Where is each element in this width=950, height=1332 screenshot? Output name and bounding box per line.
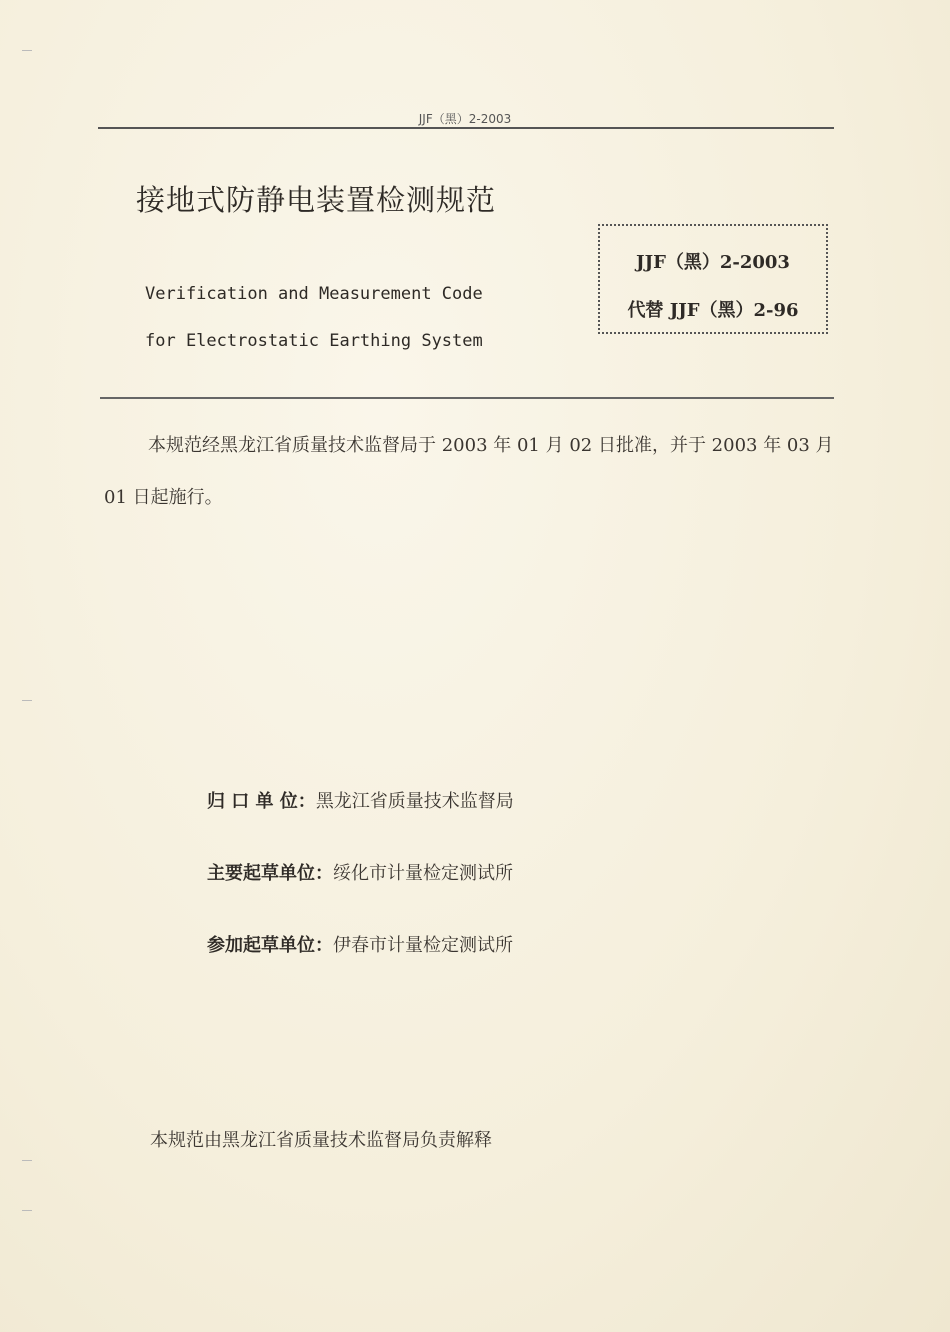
scan-edge-mark [22, 1160, 32, 1161]
main-drafting-unit-value: 绥化市计量检定测试所 [333, 863, 513, 884]
responsible-unit-label: 归 口 单 位： [207, 791, 316, 812]
section-rule [100, 397, 834, 399]
scan-edge-mark [22, 50, 32, 51]
standard-code: JJF（黑）2-2003 [636, 252, 790, 273]
participating-drafting-unit-row [207, 931, 513, 957]
title-chinese: 接地式防静电装置检测规范 [136, 183, 497, 217]
responsible-unit-value: 黑龙江省质量技术监督局 [315, 791, 514, 812]
header-rule [98, 127, 834, 129]
approval-statement: 本规范经黑龙江省质量技术监督局于 2003 年 01 月 02 日批准，并于 2003 年 03 月 01 日起施行。 [104, 435, 834, 508]
main-drafting-unit-row [207, 859, 513, 885]
responsible-unit-row [207, 787, 514, 813]
scan-edge-mark [22, 1210, 32, 1211]
main-drafting-unit-label: 主要起草单位： [207, 863, 333, 884]
scan-edge-mark [22, 700, 32, 701]
participating-drafting-unit-label: 参加起草单位： [207, 935, 333, 956]
participating-drafting-unit-value: 伊春市计量检定测试所 [333, 935, 513, 956]
standard-code-box [598, 224, 828, 334]
interpretation-statement: 本规范由黑龙江省质量技术监督局负责解释 [150, 1130, 492, 1151]
title-english-line2: for Electrostatic Earthing System [145, 331, 483, 351]
title-english-line1: Verification and Measurement Code [145, 284, 483, 304]
replaces-code: 代替 JJF（黑）2-96 [627, 300, 799, 321]
header-standard-code: JJF（黑）2-2003 [418, 112, 512, 126]
